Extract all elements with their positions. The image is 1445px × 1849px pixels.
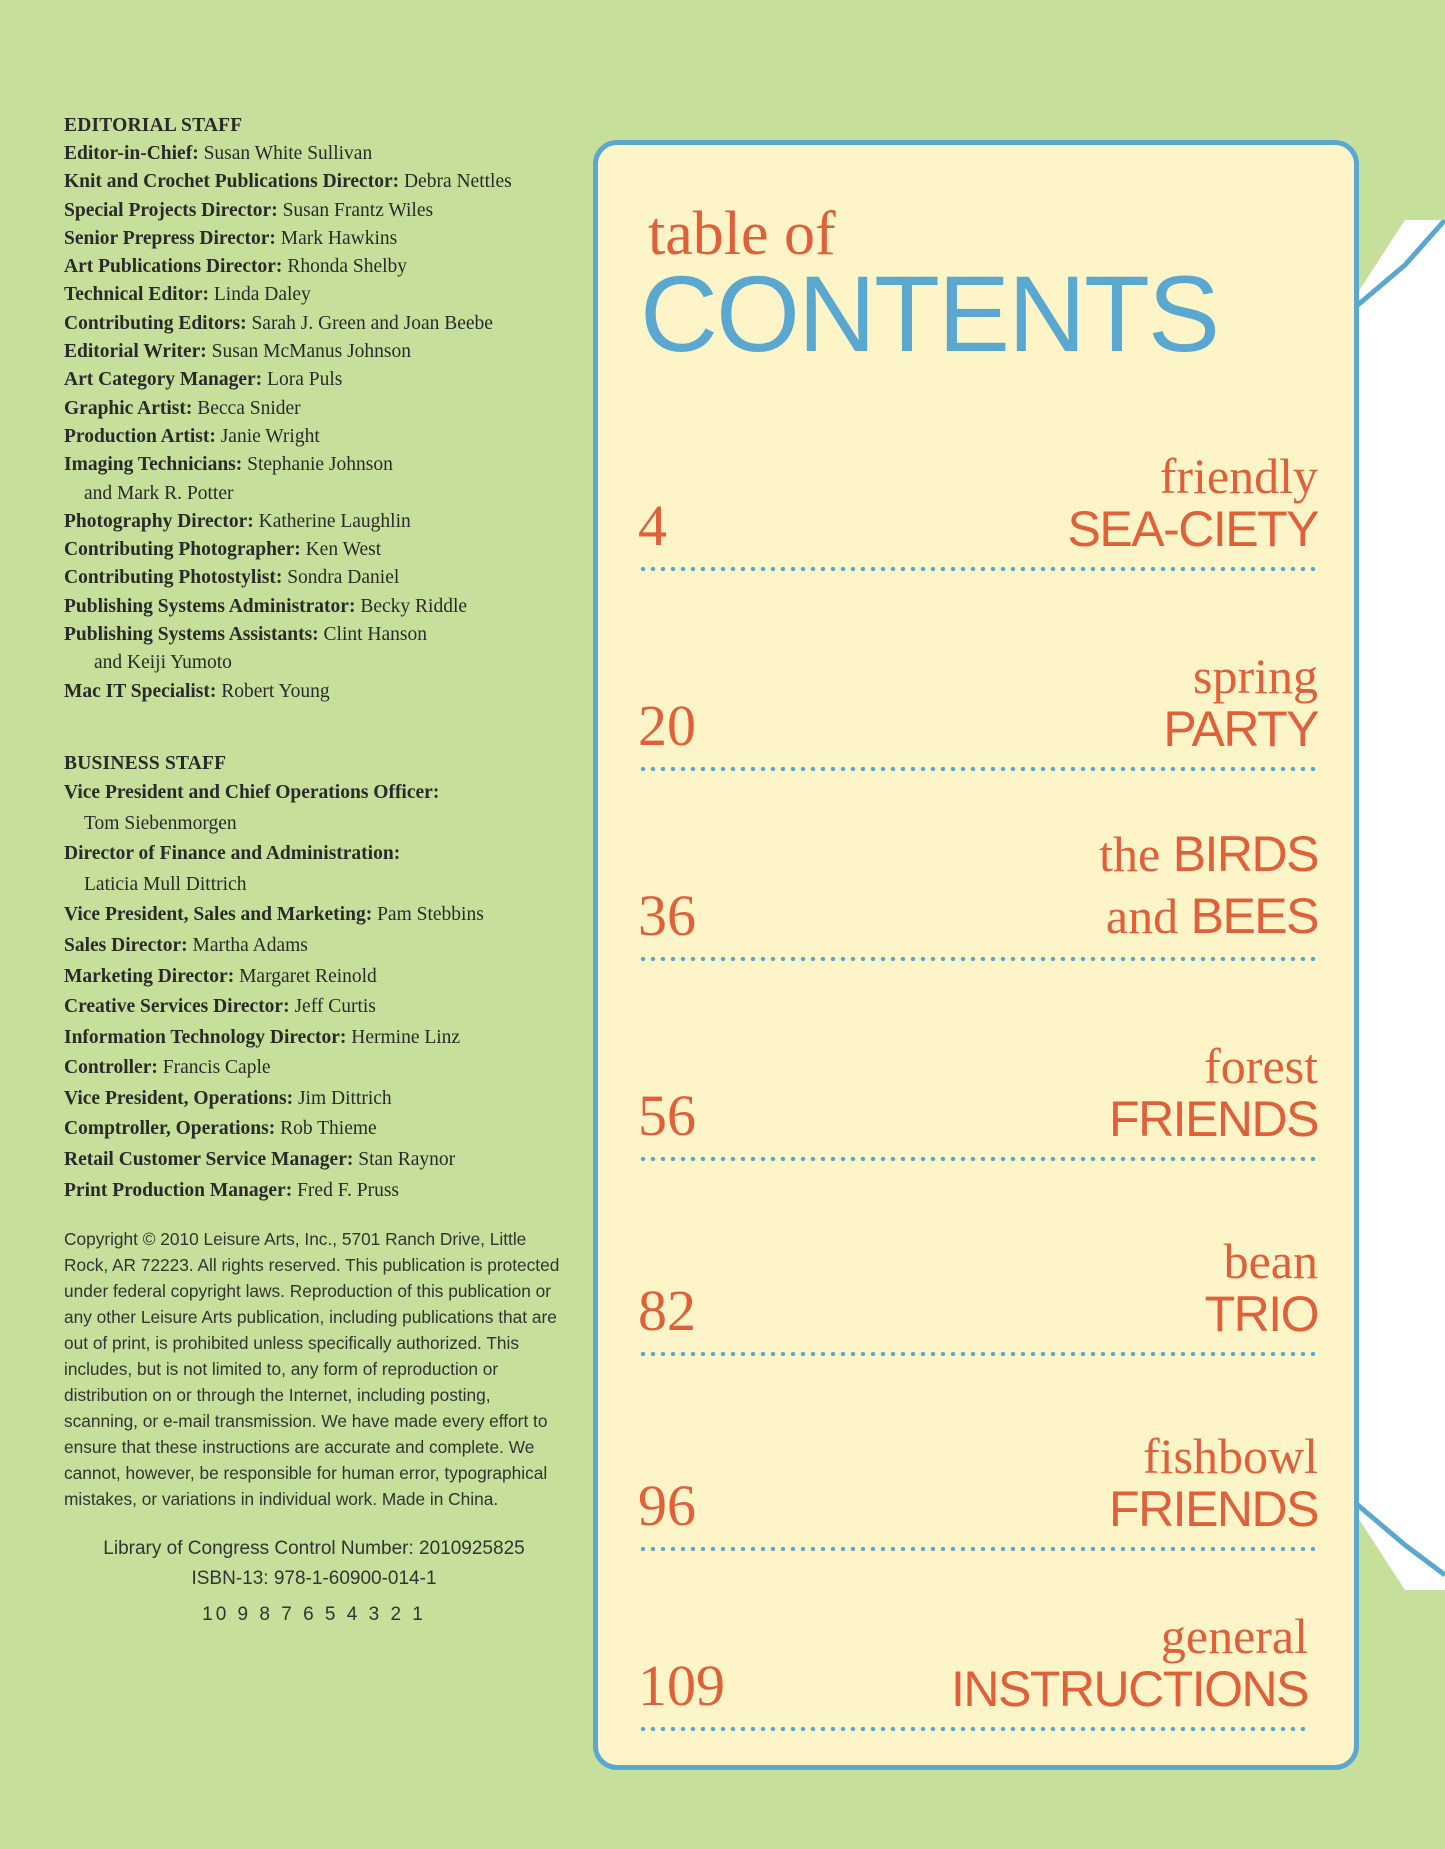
toc-page-number: 82: [638, 1278, 696, 1343]
staff-line: Technical Editor: Linda Daley: [64, 284, 311, 306]
staff-line: Retail Customer Service Manager: Stan Raynor: [64, 1149, 456, 1171]
toc-entry[interactable]: [638, 1035, 1318, 1155]
staff-line: Vice President, Sales and Marketing: Pam Stebbins: [64, 904, 484, 926]
business-staff-heading: BUSINESS STAFF: [64, 752, 227, 774]
staff-line: Editorial Writer: Susan McManus Johnson: [64, 341, 412, 363]
isbn-number: ISBN-13: 978-1-60900-014-1: [191, 1568, 437, 1590]
staff-line: and Mark R. Potter: [84, 482, 234, 504]
toc-entry[interactable]: [638, 1230, 1318, 1350]
staff-line: Editor-in-Chief: Susan White Sullivan: [64, 143, 373, 164]
staff-line: Mac IT Specialist: Robert Young: [64, 680, 330, 702]
toc-title-big: CONTENTS: [640, 253, 1218, 374]
staff-line: Tom Siebenmorgen: [84, 812, 237, 834]
staff-line: Vice President and Chief Operations Officer:: [64, 781, 440, 803]
toc-page-number: 96: [638, 1473, 696, 1538]
business-staff-section: [64, 750, 584, 1206]
toc-page-number: 56: [638, 1083, 696, 1148]
toc-entry-title: the BIRDS and BEES: [1099, 826, 1318, 944]
staff-line: Art Category Manager: Lora Puls: [64, 369, 343, 391]
staff-line: Contributing Photographer: Ken West: [64, 539, 382, 561]
toc-title-small: table of: [648, 200, 836, 268]
staff-line: Director of Finance and Administration:: [64, 843, 401, 865]
staff-line: Graphic Artist: Becca Snider: [64, 397, 301, 419]
toc-page-number: 109: [638, 1653, 725, 1718]
staff-line: Controller: Francis Caple: [64, 1057, 271, 1079]
toc-entry-title: forest FRIENDS: [1109, 1038, 1318, 1147]
staff-line: Production Artist: Janie Wright: [64, 425, 320, 447]
toc-entry-title: bean TRIO: [1204, 1233, 1318, 1342]
staff-line: Photography Director: Katherine Laughlin: [64, 510, 411, 532]
editorial-staff-list: [64, 140, 584, 706]
toc-entry-title: spring PARTY: [1163, 648, 1318, 757]
staff-line: Print Production Manager: Fred F. Pruss: [64, 1179, 399, 1201]
toc-page-number: 20: [638, 693, 696, 758]
toc-entry-title: fishbowl FRIENDS: [1109, 1428, 1318, 1537]
toc-entry[interactable]: [638, 645, 1318, 765]
toc-page-number: 36: [638, 883, 696, 948]
copyright-notice: Copyright © 2010 Leisure Arts, Inc., 5701 Ranch Drive, Little Rock, AR 72223. All rights reserved. This publication is protected under federal copyright laws. Reproduction of this publication or any other Leisure Arts publication, including publications that are out of print, is prohibited unless specifically authorized. This includes, but is not limited to, any form of reproduction or distribution on or through the Internet, including posting, scanning, or e-mail transmission. We have made every effort to ensure that these instructions are accurate and complete. We cannot, however, be responsible for human error, typographical mistakes, or variations in individual work. Made in China.: [64, 1229, 560, 1510]
toc-entry[interactable]: [638, 1425, 1318, 1545]
toc-page-number: 4: [638, 493, 667, 558]
staff-line: Marketing Director: Margaret Reinold: [64, 965, 377, 987]
library-info: [64, 1534, 564, 1594]
toc-entry-title: general INSTRUCTIONS: [951, 1608, 1308, 1717]
staff-line: Publishing Systems Administrator: Becky Riddle: [64, 595, 468, 617]
staff-line: Contributing Editors: Sarah J. Green and Joan Beebe: [64, 312, 493, 334]
dotted-leader: [638, 567, 1318, 571]
staff-line: Laticia Mull Dittrich: [84, 873, 247, 895]
staff-line: Information Technology Director: Hermine Linz: [64, 1026, 461, 1048]
staff-line: Publishing Systems Assistants: Clint Hanson: [64, 624, 427, 646]
staff-line: Vice President, Operations: Jim Dittrich: [64, 1087, 392, 1109]
dotted-leader: [638, 1727, 1308, 1731]
table-of-contents-panel: [593, 140, 1359, 1770]
toc-entry[interactable]: [638, 445, 1318, 565]
dotted-leader: [638, 1352, 1318, 1356]
staff-line: and Keiji Yumoto: [94, 652, 232, 674]
toc-entry[interactable]: [638, 1605, 1308, 1725]
dotted-leader: [638, 1547, 1318, 1551]
dotted-leader: [638, 767, 1318, 771]
toc-entry-spacer: [638, 931, 1318, 1051]
editorial-staff-heading: EDITORIAL STAFF: [64, 115, 243, 136]
staff-line: Senior Prepress Director: Mark Hawkins: [64, 227, 398, 249]
staff-line: Imaging Technicians: Stephanie Johnson: [64, 454, 393, 476]
staff-line: Creative Services Director: Jeff Curtis: [64, 996, 376, 1018]
dotted-leader: [638, 1157, 1318, 1161]
staff-line: Art Publications Director: Rhonda Shelby: [64, 256, 408, 278]
staff-column: [64, 112, 584, 1626]
staff-line: Comptroller, Operations: Rob Thieme: [64, 1118, 377, 1140]
staff-line: Special Projects Director: Susan Frantz Wiles: [64, 199, 434, 221]
staff-line: Knit and Crochet Publications Director: Debra Nettles: [64, 171, 512, 193]
staff-line: Contributing Photostylist: Sondra Daniel: [64, 567, 400, 589]
lccn-number: Library of Congress Control Number: 2010925825: [103, 1538, 525, 1560]
print-run-line: 10 9 8 7 6 5 4 3 2 1: [202, 1604, 426, 1626]
toc-entry-title: friendly SEA-CIETY: [1067, 448, 1318, 557]
staff-line: Sales Director: Martha Adams: [64, 934, 308, 956]
